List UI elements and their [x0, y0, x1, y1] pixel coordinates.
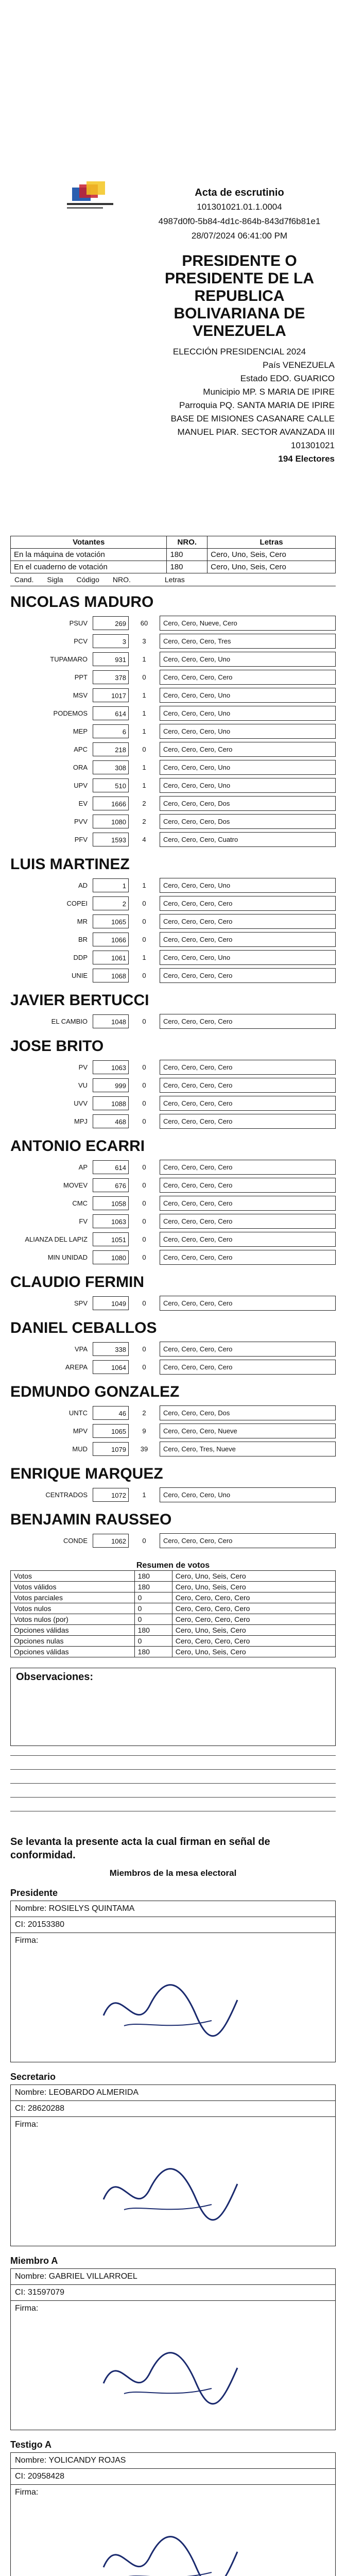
party-code: 0 [142, 745, 146, 753]
candidate-name: ENRIQUE MARQUEZ [10, 1465, 163, 1482]
party-row [10, 1532, 336, 1550]
party-letras: Cero, Cero, Nueve, Cero [160, 616, 336, 631]
party-letras: Cero, Cero, Cero, Cero [160, 1114, 336, 1129]
party-sigla: PFV [74, 836, 88, 843]
party-sigla: AD [78, 882, 88, 889]
party-sigla: FV [79, 1217, 88, 1225]
party-row [10, 1340, 336, 1358]
party-code: 0 [142, 1363, 146, 1371]
party-letras: Cero, Cero, Cero, Cero [160, 1360, 336, 1375]
party-row [10, 894, 336, 912]
table-row: En el cuaderno de votación 180 Cero, Uno, Seis, Cero [11, 561, 336, 573]
party-letras: Cero, Cero, Cero, Tres [160, 634, 336, 649]
party-code: 1 [142, 691, 146, 699]
candidate-section [10, 856, 336, 985]
party-code: 0 [142, 1063, 146, 1071]
party-code: 0 [142, 1537, 146, 1545]
party-row [10, 614, 336, 632]
member-role: Secretario [10, 2072, 56, 2082]
party-votes: 1048 [93, 1014, 129, 1028]
party-sigla: ALIANZA DEL LAPIZ [25, 1235, 88, 1243]
party-row [10, 632, 336, 650]
candidate-section [10, 992, 336, 1030]
party-letras: Cero, Cero, Tres, Nueve [160, 1442, 336, 1456]
party-code: 3 [142, 637, 146, 645]
party-letras: Cero, Cero, Cero, Uno [160, 724, 336, 739]
party-row [10, 912, 336, 930]
party-code: 4 [142, 836, 146, 843]
header-info [144, 185, 335, 466]
party-votes: 1049 [93, 1296, 129, 1310]
acta-receipt [10, 165, 336, 2576]
party-letras: Cero, Cero, Cero, Uno [160, 706, 336, 721]
party-row [10, 686, 336, 704]
candidate-name: ANTONIO ECARRI [10, 1138, 145, 1155]
party-votes: 218 [93, 742, 129, 756]
party-code: 0 [142, 1099, 146, 1107]
table-row: Votos nulos 0 Cero, Cero, Cero, Cero [11, 1603, 336, 1614]
table-row: Votos 180 Cero, Uno, Seis, Cero [11, 1571, 336, 1582]
eleccion-label: ELECCIÓN PRESIDENCIAL 2024 [172, 347, 306, 357]
candidate-section [10, 1511, 336, 1550]
party-row [10, 1094, 336, 1112]
handwritten-signature-icon [93, 2327, 248, 2419]
party-row [10, 1212, 336, 1230]
party-votes: 378 [93, 670, 129, 684]
party-votes: 468 [93, 1114, 129, 1128]
party-code: 0 [142, 1081, 146, 1089]
party-row [10, 1194, 336, 1212]
nro-header: NRO. [167, 536, 207, 549]
party-code: 0 [142, 1253, 146, 1261]
party-code: 39 [140, 1445, 148, 1453]
party-letras: Cero, Cero, Cero, Cero [160, 1014, 336, 1029]
pais-label: País VENEZUELA [263, 360, 335, 370]
party-row [10, 758, 336, 776]
party-row [10, 812, 336, 831]
party-row [10, 668, 336, 686]
party-sigla: EV [78, 800, 88, 807]
member-name: Nombre: ROSIELYS QUINTAMA [10, 1901, 336, 1917]
party-code: 9 [142, 1427, 146, 1435]
candidate-section [10, 1138, 336, 1266]
municipio-label: Municipio MP. S MARIA DE IPIRE [203, 387, 335, 397]
votantes-header: Votantes [11, 536, 167, 549]
party-letras: Cero, Cero, Cero, Cuatro [160, 832, 336, 847]
party-letras: Cero, Cero, Cero, Uno [160, 652, 336, 667]
party-code: 1 [142, 655, 146, 663]
party-sigla: PVV [74, 818, 88, 825]
party-votes: 1065 [93, 914, 129, 928]
candidate-name: LUIS MARTINEZ [10, 856, 130, 873]
party-votes: 308 [93, 760, 129, 774]
member-role: Presidente [10, 1888, 58, 1898]
party-letras: Cero, Cero, Cero, Cero [160, 1196, 336, 1211]
candidate-name: CLAUDIO FERMIN [10, 1274, 144, 1291]
party-sigla: MEP [73, 727, 88, 735]
miembros-title: Miembros de la mesa electoral [109, 1868, 237, 1878]
election-title: PRESIDENTE O PRESIDENTE DE LA REPUBLICA BOLIVARIANA DE VENEZUELA [164, 252, 315, 340]
member-ci: CI: 20153380 [10, 1917, 336, 1933]
party-code: 0 [142, 918, 146, 925]
party-letras: Cero, Cero, Cero, Cero [160, 1296, 336, 1311]
party-letras: Cero, Cero, Cero, Cero [160, 1250, 336, 1265]
electores-count: 194 Electores [278, 454, 335, 464]
party-votes: 676 [93, 1178, 129, 1192]
party-row [10, 967, 336, 985]
party-sigla: VPA [74, 1345, 88, 1353]
signature-box [10, 2301, 336, 2430]
party-votes: 269 [93, 616, 129, 630]
party-votes: 1061 [93, 951, 129, 964]
candidate-name: EDMUNDO GONZALEZ [10, 1383, 180, 1400]
party-row [10, 876, 336, 894]
party-letras: Cero, Cero, Cero, Cero [160, 1214, 336, 1229]
table-row: Opciones válidas 180 Cero, Uno, Seis, Cero [11, 1625, 336, 1636]
legal-text: Se levanta la presente acta la cual firman en señal de conformidad. [10, 1836, 270, 1861]
observaciones-box [10, 1668, 336, 1746]
party-votes: 510 [93, 778, 129, 792]
party-code: 0 [142, 1217, 146, 1225]
party-letras: Cero, Cero, Cero, Dos [160, 796, 336, 811]
resumen-title: Resumen de votos [136, 1561, 210, 1570]
handwritten-signature-icon [93, 1959, 248, 2052]
party-sigla: PPT [74, 673, 88, 681]
party-votes: 46 [93, 1406, 129, 1420]
party-sigla: PODEMOS [53, 709, 88, 717]
member-role: Miembro A [10, 2256, 58, 2266]
party-row [10, 722, 336, 740]
party-votes: 1051 [93, 1232, 129, 1246]
party-row [10, 930, 336, 948]
party-letras: Cero, Cero, Cero, Cero [160, 968, 336, 983]
party-sigla: COPEI [66, 900, 88, 907]
acta-header [10, 165, 336, 536]
party-sigla: ORA [73, 764, 88, 771]
party-sigla: VU [78, 1081, 88, 1089]
party-votes: 1064 [93, 1360, 129, 1374]
candidate-section [10, 594, 336, 849]
party-sigla: UVV [74, 1099, 88, 1107]
party-row [10, 948, 336, 967]
member-name: Nombre: GABRIEL VILLARROEL [10, 2268, 336, 2285]
party-sigla: CONDE [63, 1537, 88, 1545]
party-letras: Cero, Cero, Cero, Cero [160, 914, 336, 929]
party-row [10, 1440, 336, 1458]
party-code: 0 [142, 1199, 146, 1207]
party-code: 0 [142, 673, 146, 681]
party-sigla: MUD [72, 1445, 88, 1453]
candidate-name: BENJAMIN RAUSSEO [10, 1511, 172, 1528]
party-row [10, 794, 336, 812]
party-votes: 1666 [93, 796, 129, 810]
signature-box [10, 2117, 336, 2246]
party-row [10, 1358, 336, 1376]
party-votes: 6 [93, 724, 129, 738]
candidate-section [10, 1274, 336, 1312]
party-code: 0 [142, 1345, 146, 1353]
party-letras: Cero, Cero, Cero, Cero [160, 1178, 336, 1193]
party-code: 1 [142, 727, 146, 735]
party-sigla: UNIE [71, 972, 88, 979]
candidate-name: JOSE BRITO [10, 1038, 104, 1055]
party-row [10, 1294, 336, 1312]
member-block [10, 2439, 336, 2576]
party-votes: 1058 [93, 1196, 129, 1210]
firma-label: Firma: [15, 2488, 39, 2497]
candidate-name: NICOLAS MADURO [10, 594, 154, 611]
party-code: 1 [142, 1491, 146, 1499]
table-row: Opciones válidas 180 Cero, Uno, Seis, Cero [11, 1647, 336, 1657]
table-row: Votos nulos (por) 0 Cero, Cero, Cero, Cero [11, 1614, 336, 1625]
party-letras: Cero, Cero, Cero, Dos [160, 1405, 336, 1420]
party-code: 0 [142, 900, 146, 907]
party-letras: Cero, Cero, Cero, Cero [160, 670, 336, 685]
firma-label: Firma: [15, 2304, 39, 2313]
member-name: Nombre: LEOBARDO ALMERIDA [10, 2084, 336, 2101]
party-row [10, 1404, 336, 1422]
party-votes: 1066 [93, 933, 129, 946]
party-votes: 3 [93, 634, 129, 648]
party-row [10, 1158, 336, 1176]
party-row [10, 776, 336, 794]
candidate-section [10, 1319, 336, 1376]
member-ci: CI: 28620288 [10, 2101, 336, 2117]
candidates-list [10, 594, 336, 1550]
candidate-section [10, 1383, 336, 1458]
party-sigla: PSUV [69, 619, 88, 627]
party-code: 0 [142, 972, 146, 979]
candidates-header: Cand. Sigla Código NRO. Letras [10, 573, 336, 586]
party-votes: 1017 [93, 688, 129, 702]
party-row [10, 1248, 336, 1266]
party-votes: 1065 [93, 1424, 129, 1438]
party-letras: Cero, Cero, Cero, Cero [160, 1096, 336, 1111]
party-letras: Cero, Cero, Cero, Cero [160, 1533, 336, 1548]
party-letras: Cero, Cero, Cero, Cero [160, 1060, 336, 1075]
party-row [10, 1486, 336, 1504]
party-sigla: MPV [73, 1427, 88, 1435]
table-row: Opciones nulas 0 Cero, Cero, Cero, Cero [11, 1636, 336, 1647]
member-ci: CI: 31597079 [10, 2285, 336, 2301]
party-votes: 1068 [93, 969, 129, 982]
party-votes: 931 [93, 652, 129, 666]
party-letras: Cero, Cero, Cero, Cero [160, 1160, 336, 1175]
acta-title: Acta de escrutinio [195, 187, 284, 198]
party-sigla: CMC [72, 1199, 88, 1207]
party-sigla: MOVEV [63, 1181, 88, 1189]
party-letras: Cero, Cero, Cero, Uno [160, 778, 336, 793]
party-votes: 614 [93, 1160, 129, 1174]
party-row [10, 1422, 336, 1440]
party-code: 0 [142, 1181, 146, 1189]
party-letras: Cero, Cero, Cero, Cero [160, 1078, 336, 1093]
party-sigla: BR [78, 936, 88, 943]
party-code: 0 [142, 936, 146, 943]
party-row [10, 1058, 336, 1076]
blank-lines [10, 1755, 336, 1825]
member-ci: CI: 20958428 [10, 2469, 336, 2485]
acta-datetime: 28/07/2024 06:41:00 PM [191, 231, 288, 241]
party-votes: 1063 [93, 1214, 129, 1228]
table-row: Votos válidos 180 Cero, Uno, Seis, Cero [11, 1582, 336, 1592]
party-code: 0 [142, 1299, 146, 1307]
party-letras: Cero, Cero, Cero, Cero [160, 896, 336, 911]
party-sigla: DDP [73, 954, 88, 961]
member-role: Testigo A [10, 2439, 51, 2450]
party-votes: 1080 [93, 815, 129, 828]
member-name: Nombre: YOLICANDY ROJAS [10, 2452, 336, 2469]
centro-code: 101301021 [290, 440, 335, 450]
party-letras: Cero, Cero, Cero, Cero [160, 1232, 336, 1247]
party-row [10, 1176, 336, 1194]
party-letras: Cero, Cero, Cero, Uno [160, 688, 336, 703]
party-letras: Cero, Cero, Cero, Uno [160, 878, 336, 893]
candidate-section [10, 1465, 336, 1504]
party-votes: 1079 [93, 1442, 129, 1456]
party-votes: 2 [93, 896, 129, 910]
signature-box [10, 1933, 336, 2062]
party-sigla: EL CAMBIO [51, 1018, 88, 1025]
parroquia-label: Parroquia PQ. SANTA MARIA DE IPIRE [179, 400, 335, 410]
party-votes: 1072 [93, 1488, 129, 1502]
party-sigla: PV [78, 1063, 88, 1071]
table-row: Votos parciales 0 Cero, Cero, Cero, Cero [11, 1592, 336, 1603]
handwritten-signature-icon [93, 2143, 248, 2235]
party-row [10, 831, 336, 849]
party-votes: 1080 [93, 1250, 129, 1264]
party-code: 0 [142, 1117, 146, 1125]
party-votes: 338 [93, 1342, 129, 1356]
votantes-table [10, 536, 336, 573]
estado-label: Estado EDO. GUARICO [240, 374, 335, 383]
party-sigla: MIN UNIDAD [47, 1253, 88, 1261]
party-letras: Cero, Cero, Cero, Uno [160, 760, 336, 775]
letras-header: Letras [207, 536, 336, 549]
acta-code: 4987d0f0-5b84-4d1c-864b-843d7f6b81e1 [158, 216, 321, 226]
party-letras: Cero, Cero, Cero, Cero [160, 932, 336, 947]
table-row: En la máquina de votación 180 Cero, Uno, Seis, Cero [11, 549, 336, 561]
party-sigla: TUPAMARO [50, 655, 88, 663]
party-sigla: UNTC [68, 1409, 88, 1417]
party-sigla: MSV [73, 691, 88, 699]
party-sigla: SPV [74, 1299, 88, 1307]
signature-box [10, 2485, 336, 2576]
party-sigla: PCV [74, 637, 88, 645]
party-code: 2 [142, 800, 146, 807]
party-row [10, 1112, 336, 1130]
party-code: 1 [142, 764, 146, 771]
party-sigla: AP [78, 1163, 88, 1171]
party-votes: 1063 [93, 1060, 129, 1074]
party-votes: 614 [93, 706, 129, 720]
party-letras: Cero, Cero, Cero, Nueve [160, 1423, 336, 1438]
party-code: 1 [142, 709, 146, 717]
member-block [10, 2072, 336, 2246]
party-sigla: UPV [74, 782, 88, 789]
party-code: 2 [142, 818, 146, 825]
party-sigla: MPJ [74, 1117, 88, 1125]
party-sigla: CENTRADOS [45, 1491, 88, 1499]
party-letras: Cero, Cero, Cero, Uno [160, 950, 336, 965]
party-votes: 1062 [93, 1534, 129, 1548]
firma-label: Firma: [15, 2120, 39, 2129]
party-sigla: AREPA [65, 1363, 88, 1371]
party-votes: 1 [93, 878, 129, 892]
party-code: 1 [142, 882, 146, 889]
party-row [10, 650, 336, 668]
party-code: 2 [142, 1409, 146, 1417]
observaciones-label: Observaciones: [16, 1671, 94, 1683]
party-row [10, 1076, 336, 1094]
party-code: 0 [142, 1235, 146, 1243]
party-row [10, 740, 336, 758]
party-letras: Cero, Cero, Cero, Cero [160, 742, 336, 757]
party-row [10, 704, 336, 722]
party-row [10, 1012, 336, 1030]
party-letras: Cero, Cero, Cero, Dos [160, 814, 336, 829]
party-code: 0 [142, 1163, 146, 1171]
members-list [10, 1888, 336, 2576]
centro-label: BASE DE MISIONES CASANARE CALLE MANUEL PIAR. SECTOR AVANZADA III [170, 414, 335, 437]
party-votes: 999 [93, 1078, 129, 1092]
resumen-table [10, 1570, 336, 1657]
party-code: 60 [140, 619, 148, 627]
party-code: 1 [142, 954, 146, 961]
party-votes: 1593 [93, 833, 129, 846]
handwritten-signature-icon [93, 2511, 248, 2576]
firma-label: Firma: [15, 1936, 39, 1945]
acta-serial: 101301021.01.1.0004 [197, 202, 282, 212]
candidate-section [10, 1038, 336, 1130]
member-block [10, 2256, 336, 2430]
party-code: 1 [142, 782, 146, 789]
candidate-name: JAVIER BERTUCCI [10, 992, 149, 1009]
cne-logo-icon [62, 180, 124, 216]
party-sigla: MR [77, 918, 88, 925]
party-row [10, 1230, 336, 1248]
party-sigla: APC [74, 745, 88, 753]
member-block [10, 1888, 336, 2062]
party-code: 0 [142, 1018, 146, 1025]
candidate-name: DANIEL CEBALLOS [10, 1319, 157, 1336]
party-letras: Cero, Cero, Cero, Cero [160, 1342, 336, 1357]
party-letras: Cero, Cero, Cero, Uno [160, 1487, 336, 1502]
party-votes: 1088 [93, 1096, 129, 1110]
